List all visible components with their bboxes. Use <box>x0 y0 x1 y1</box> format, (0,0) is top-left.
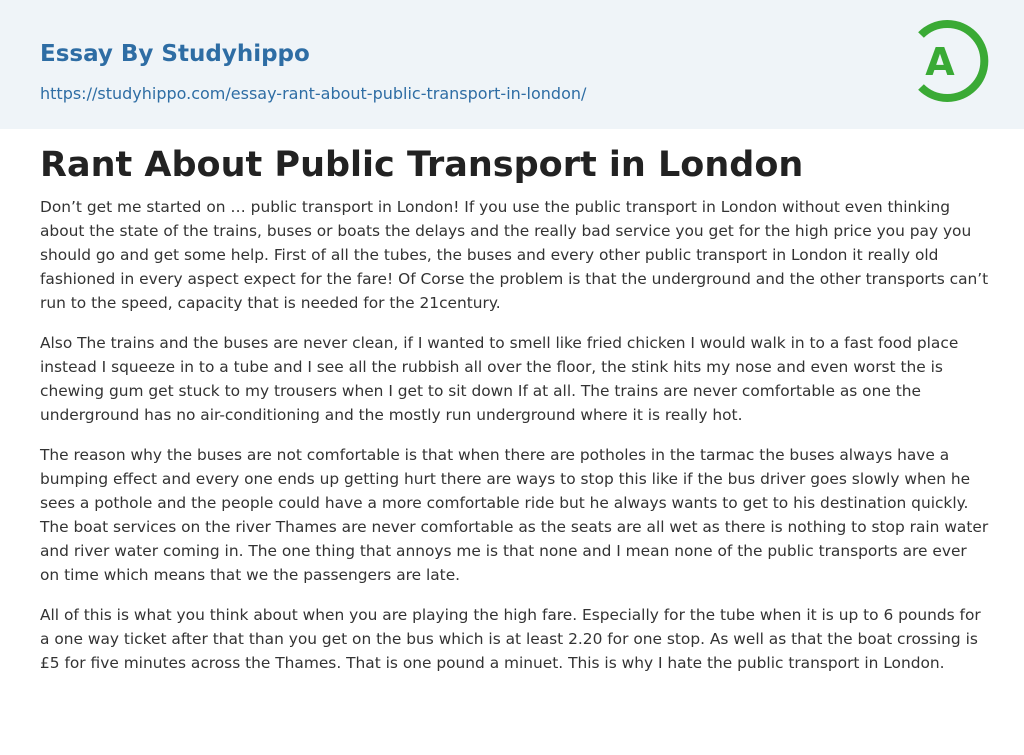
logo-letter: A <box>925 40 955 84</box>
essay-paragraph: All of this is what you think about when you are playing the high fare. Especially for the tube when it is up to 6 pounds for a one way ticket after that than you get on the bus which is at least 2.20 for one stop. As well as that the boat crossing is £5 for five minutes across the Thames. That is one pound a minuet. This is why I hate the public transport in London. <box>40 606 981 672</box>
essay-url-link[interactable]: https://studyhippo.com/essay-rant-about-public-transport-in-london/ <box>40 84 587 103</box>
essay-body <box>40 195 990 691</box>
brand-name[interactable]: Essay By Studyhippo <box>40 41 310 67</box>
essay-paragraph: The reason why the buses are not comfortable is that when there are potholes in the tarmac the buses always have a bumping effect and every one ends up getting hurt there are ways to stop this like if the bus driver goes slowly when he sees a pothole and the people could have a more comfortable ride but he always wants to get to his destination quickly. The boat services on the river Thames are never comfortable as the seats are all wet as there is nothing to stop rain water and river water coming in. The one thing that annoys me is that none and I mean none of the public transports are ever on time which means that we the passengers are late. <box>40 446 989 584</box>
site-header <box>0 0 1024 129</box>
essay-paragraph: Don’t get me started on … public transport in London! If you use the public transport in London without even thinking about the state of the trains, buses or boats the delays and the really bad service you get for the high price you pay you should go and get some help. First of all the tubes, the buses and every other public transport in London it really old fashioned in every aspect expect for the fare! Of Corse the problem is that the underground and the other transports can’t run to the speed, capacity that is needed for the 21century. <box>40 198 989 312</box>
essay-paragraph: Also The trains and the buses are never clean, if I wanted to smell like fried chicken I would walk in to a fast food place instead I squeeze in to a tube and I see all the rubbish all over the floor, the stink hits my nose and even worst the is chewing gum get stuck to my trousers when I get to sit down If at all. The trains are never comfortable as one the underground has no air-conditioning and the mostly run underground where it is really hot. <box>40 334 959 424</box>
studyhippo-logo-icon[interactable] <box>905 18 991 104</box>
essay-title: Rant About Public Transport in London <box>40 145 804 185</box>
